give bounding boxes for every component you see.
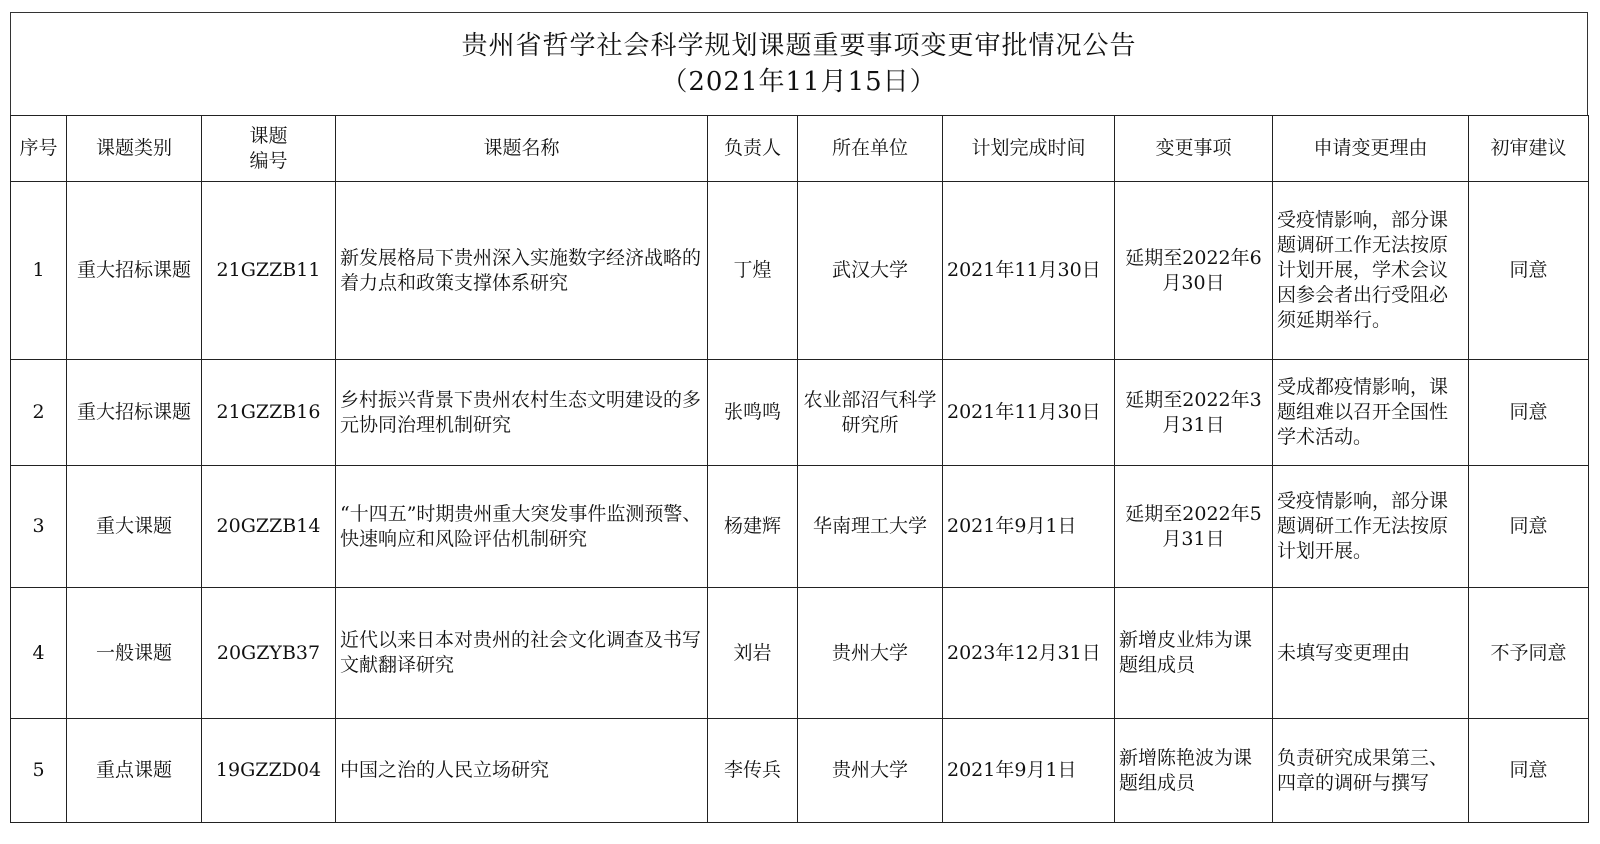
header-no: 序号 xyxy=(11,116,67,182)
cell-deadline: 2023年12月31日 xyxy=(943,588,1115,719)
cell-code: 20GZZB14 xyxy=(202,466,336,588)
cell-no: 5 xyxy=(11,719,67,823)
cell-category: 重大招标课题 xyxy=(67,182,202,360)
cell-name: 乡村振兴背景下贵州农村生态文明建设的多元协同治理机制研究 xyxy=(336,360,708,466)
cell-no: 2 xyxy=(11,360,67,466)
cell-no: 1 xyxy=(11,182,67,360)
header-reason: 申请变更理由 xyxy=(1273,116,1469,182)
cell-change: 延期至2022年5月31日 xyxy=(1115,466,1273,588)
cell-name: 新发展格局下贵州深入实施数字经济战略的着力点和政策支撑体系研究 xyxy=(336,182,708,360)
cell-leader: 刘岩 xyxy=(708,588,798,719)
cell-name: 近代以来日本对贵州的社会文化调查及书写文献翻译研究 xyxy=(336,588,708,719)
table-row xyxy=(11,466,1589,588)
cell-category: 重点课题 xyxy=(67,719,202,823)
cell-category: 重大课题 xyxy=(67,466,202,588)
cell-code: 20GZYB37 xyxy=(202,588,336,719)
cell-change: 新增陈艳波为课题组成员 xyxy=(1115,719,1273,823)
cell-unit: 贵州大学 xyxy=(798,588,943,719)
cell-advice: 同意 xyxy=(1469,182,1589,360)
cell-change: 新增皮业炜为课题组成员 xyxy=(1115,588,1273,719)
cell-code: 19GZZD04 xyxy=(202,719,336,823)
cell-deadline: 2021年11月30日 xyxy=(943,360,1115,466)
table-row xyxy=(11,588,1589,719)
cell-leader: 杨建辉 xyxy=(708,466,798,588)
cell-reason: 受成都疫情影响，课题组难以召开全国性学术活动。 xyxy=(1273,360,1469,466)
header-category: 课题类别 xyxy=(67,116,202,182)
cell-change: 延期至2022年3月31日 xyxy=(1115,360,1273,466)
cell-leader: 张鸣鸣 xyxy=(708,360,798,466)
cell-reason: 受疫情影响，部分课题调研工作无法按原计划开展。 xyxy=(1273,466,1469,588)
table-row xyxy=(11,182,1589,360)
cell-leader: 丁煌 xyxy=(708,182,798,360)
cell-deadline: 2021年11月30日 xyxy=(943,182,1115,360)
cell-advice: 不予同意 xyxy=(1469,588,1589,719)
header-name: 课题名称 xyxy=(336,116,708,182)
cell-code: 21GZZB16 xyxy=(202,360,336,466)
cell-deadline: 2021年9月1日 xyxy=(943,719,1115,823)
cell-unit: 武汉大学 xyxy=(798,182,943,360)
cell-unit: 贵州大学 xyxy=(798,719,943,823)
cell-change: 延期至2022年6月30日 xyxy=(1115,182,1273,360)
cell-reason: 受疫情影响，部分课题调研工作无法按原计划开展，学术会议因参会者出行受阻必须延期举行。 xyxy=(1273,182,1469,360)
cell-leader: 李传兵 xyxy=(708,719,798,823)
approval-table xyxy=(10,115,1589,823)
cell-no: 3 xyxy=(11,466,67,588)
announcement-date: （2021年11月15日） xyxy=(661,67,937,97)
cell-advice: 同意 xyxy=(1469,466,1589,588)
title-block xyxy=(10,12,1588,115)
header-unit: 所在单位 xyxy=(798,116,943,182)
cell-unit: 华南理工大学 xyxy=(798,466,943,588)
cell-code: 21GZZB11 xyxy=(202,182,336,360)
cell-deadline: 2021年9月1日 xyxy=(943,466,1115,588)
cell-unit: 农业部沼气科学研究所 xyxy=(798,360,943,466)
cell-advice: 同意 xyxy=(1469,719,1589,823)
header-leader: 负责人 xyxy=(708,116,798,182)
page-title: 贵州省哲学社会科学规划课题重要事项变更审批情况公告 xyxy=(461,31,1137,61)
header-deadline: 计划完成时间 xyxy=(943,116,1115,182)
cell-reason: 负责研究成果第三、四章的调研与撰写 xyxy=(1273,719,1469,823)
announcement-sheet xyxy=(10,12,1588,834)
cell-reason: 未填写变更理由 xyxy=(1273,588,1469,719)
cell-name: 中国之治的人民立场研究 xyxy=(336,719,708,823)
table-header-row xyxy=(11,116,1589,182)
table-row xyxy=(11,360,1589,466)
cell-advice: 同意 xyxy=(1469,360,1589,466)
header-advice: 初审建议 xyxy=(1469,116,1589,182)
header-change: 变更事项 xyxy=(1115,116,1273,182)
cell-category: 一般课题 xyxy=(67,588,202,719)
table-row xyxy=(11,719,1589,823)
header-code: 课题 编号 xyxy=(202,116,336,182)
cell-category: 重大招标课题 xyxy=(67,360,202,466)
cell-name: “十四五”时期贵州重大突发事件监测预警、快速响应和风险评估机制研究 xyxy=(336,466,708,588)
cell-no: 4 xyxy=(11,588,67,719)
